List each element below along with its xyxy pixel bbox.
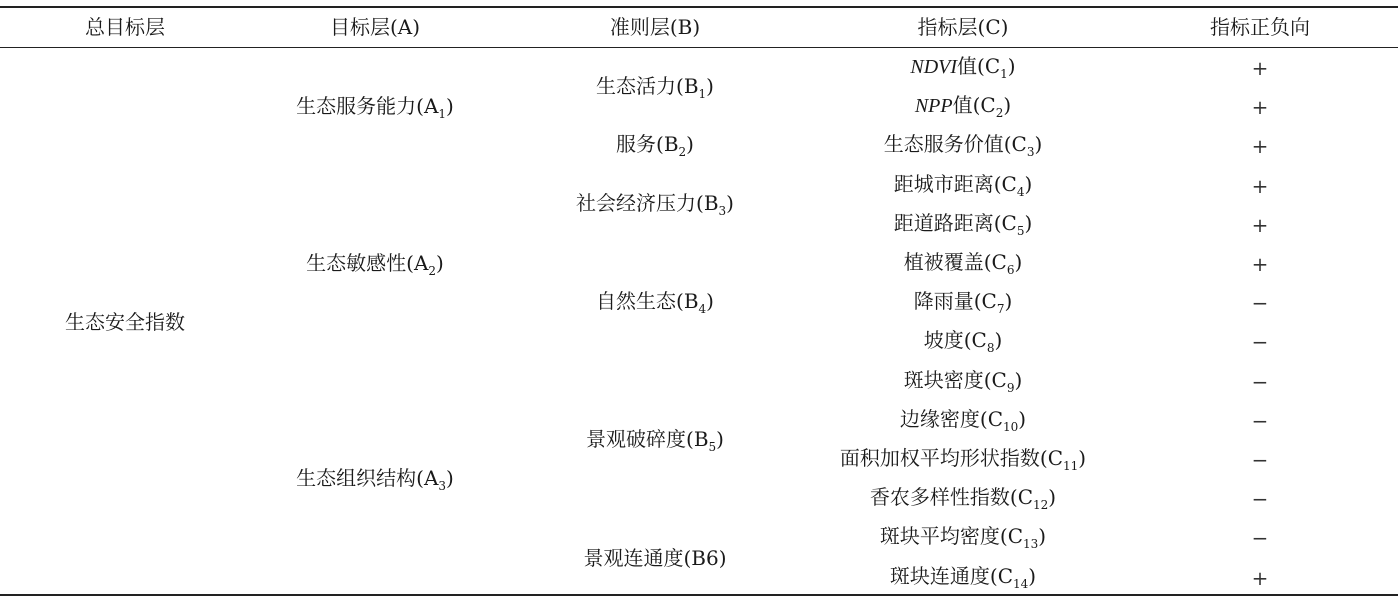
indicator-cell: 距城市距离$(C_4)$ [893, 172, 1033, 199]
indicator-cell: NDVI值$(C_1)$ [910, 54, 1016, 81]
indicator-cell: 斑块平均密度$(C_{13})$ [879, 524, 1047, 551]
indicator-cell: NPP值$(C_2)$ [914, 93, 1012, 120]
criteria-cell: 生态活力$(B_1)$ [596, 74, 714, 101]
direction-sign: − [1251, 291, 1269, 315]
direction-sign: − [1251, 526, 1269, 550]
indicator-cell: 面积加权平均形状指数$(C_{11})$ [839, 446, 1087, 473]
criteria-cell: 景观连通度(B6) [583, 546, 727, 570]
goal-cell: 生态服务能力$(A_1)$ [296, 94, 454, 121]
criteria-cell: 服务$(B_2)$ [616, 132, 694, 159]
header-indicator-layer: 指标层(C) [917, 15, 1009, 39]
direction-sign: + [1251, 174, 1269, 198]
criteria-cell: 自然生态$(B_4)$ [596, 289, 714, 316]
total-goal-cell: 生态安全指数 [65, 310, 185, 334]
indicator-cell: 边缘密度$(C_{10})$ [899, 407, 1027, 434]
criteria-cell: 景观破碎度$(B_5)$ [586, 427, 724, 454]
table-bottom-rule [0, 594, 1398, 596]
criteria-cell: 社会经济压力$(B_3)$ [576, 191, 734, 218]
direction-sign: − [1251, 409, 1269, 433]
direction-sign: + [1251, 213, 1269, 237]
direction-sign: + [1251, 566, 1269, 590]
indicator-cell: 降雨量$(C_7)$ [913, 289, 1013, 316]
indicator-cell: 距道路距离$(C_5)$ [893, 211, 1033, 238]
direction-sign: − [1251, 370, 1269, 394]
table-top-rule [0, 6, 1398, 8]
direction-sign: − [1251, 330, 1269, 354]
header-indicator-direction: 指标正负向 [1210, 15, 1310, 39]
direction-sign: + [1251, 56, 1269, 80]
direction-sign: + [1251, 95, 1269, 119]
header-criteria-layer: 准则层(B) [609, 15, 701, 39]
header-goal-layer: 目标层(A) [329, 15, 421, 39]
direction-sign: + [1251, 134, 1269, 158]
goal-cell: 生态敏感性$(A_2)$ [306, 251, 444, 278]
direction-sign: + [1251, 252, 1269, 276]
indicator-cell: 斑块密度$(C_9)$ [903, 368, 1023, 395]
goal-cell: 生态组织结构$(A_3)$ [296, 466, 454, 493]
indicator-cell: 坡度$(C_8)$ [923, 328, 1003, 355]
direction-sign: − [1251, 448, 1269, 472]
header-total-goal: 总目标层 [85, 15, 165, 39]
indicator-cell: 斑块连通度$(C_{14})$ [889, 564, 1037, 591]
indicator-cell: 植被覆盖$(C_6)$ [903, 250, 1023, 277]
indicator-cell: 生态服务价值$(C_3)$ [883, 132, 1043, 159]
indicator-cell: 香农多样性指数$(C_{12})$ [869, 485, 1057, 512]
table-header-rule [0, 47, 1398, 48]
direction-sign: − [1251, 487, 1269, 511]
